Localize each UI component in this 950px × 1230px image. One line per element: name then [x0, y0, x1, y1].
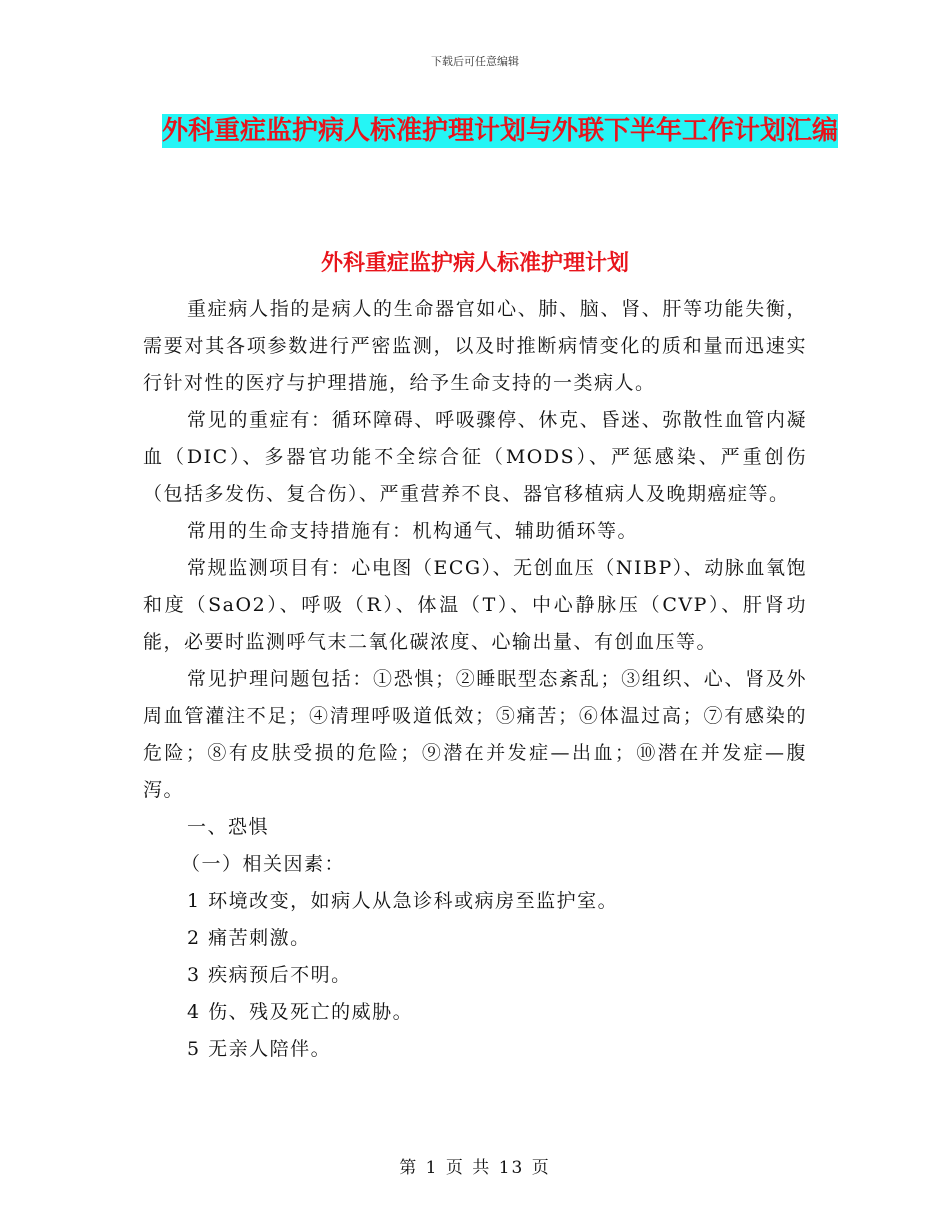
factor-item: 1 环境改变，如病人从急诊科或病房至监护室。	[187, 890, 619, 912]
section-title: 外科重症监护病人标准护理计划	[320, 251, 629, 276]
heading-fear: 一、恐惧	[187, 816, 270, 838]
page-header-note: 下载后可任意编辑	[431, 55, 519, 68]
factor-item: 3 疾病预后不明。	[187, 964, 352, 986]
subheading-related-factors: （一）相关因素：	[181, 853, 346, 875]
paragraph-definition: 重症病人指的是病人的生命器官如心、肺、脑、肾、肝等功能失衡，需要对其各项参数进行严密监测，以及时推断病情变化的质和量而迅速实行针对性的医疗与护理措施，给予生命支持的一类病人。	[143, 298, 807, 394]
document-body	[143, 291, 807, 1068]
factor-item: 2 痛苦刺激。	[187, 927, 311, 949]
paragraph-monitoring: 常规监测项目有：心电图（ECG）、无创血压（NIBP）、动脉血氧饱和度（SaO2）、呼吸（R）、体温（T）、中心静脉压（CVP）、肝肾功能，必要时监测呼气末二氧化碳浓度、心输出量、有创血压等。	[143, 557, 807, 653]
page-footer: 第 1 页 共 13 页	[399, 1158, 551, 1178]
document-title-text: 外科重症监护病人标准护理计划与外联下半年工作计划汇编	[161, 116, 838, 146]
factor-item: 4 伤、残及死亡的威胁。	[187, 1001, 414, 1023]
factor-item: 5 无亲人陪伴。	[187, 1038, 332, 1060]
paragraph-life-support: 常用的生命支持措施有：机构通气、辅助循环等。	[187, 520, 639, 542]
document-title	[140, 108, 860, 154]
paragraph-nursing-problems: 常见护理问题包括：①恐惧；②睡眠型态紊乱；③组织、心、肾及外周血管灌注不足；④清理呼吸道低效；⑤痛苦；⑥体温过高；⑦有感染的危险；⑧有皮肤受损的危险；⑨潜在并发症—出血；⑩潜在并发症—腹泻。	[143, 668, 807, 801]
paragraph-common-conditions: 常见的重症有：循环障碍、呼吸骤停、休克、昏迷、弥散性血管内凝血（DIC）、多器官功能不全综合征（MODS）、严惩感染、严重创伤（包括多发伤、复合伤）、严重营养不良、器官移植病人及晚期癌症等。	[143, 409, 807, 505]
